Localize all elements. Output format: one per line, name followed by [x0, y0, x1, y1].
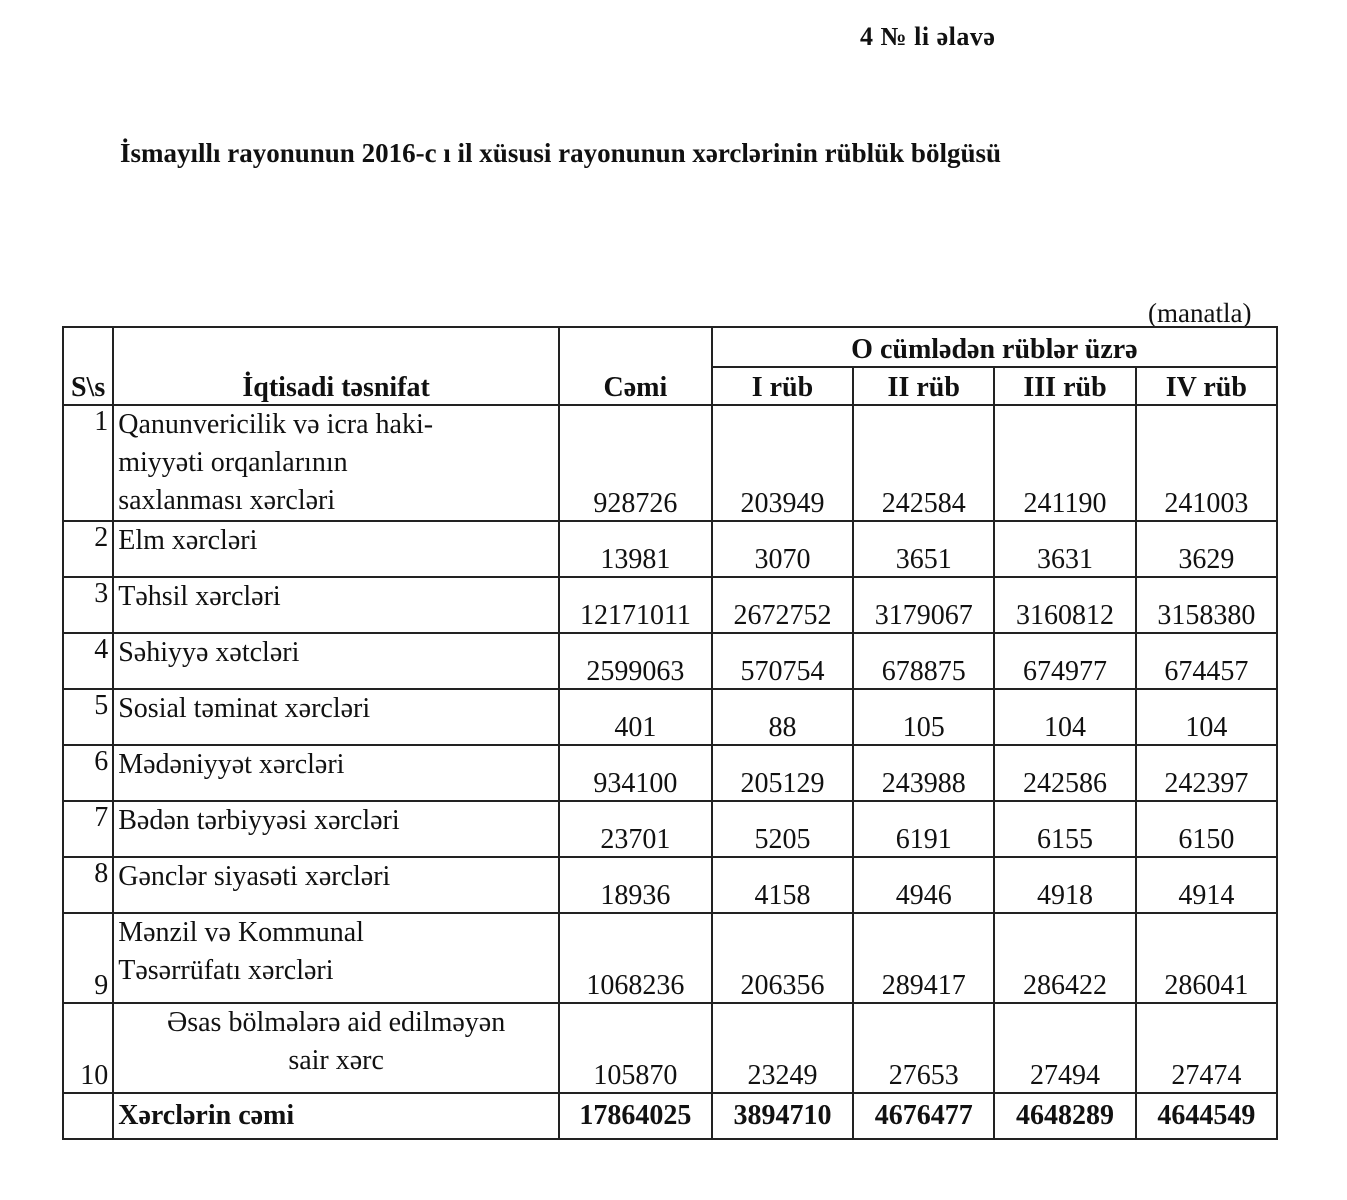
- quarter-4-value: 27474: [1136, 1003, 1277, 1093]
- header-quarter-4: IV rüb: [1136, 367, 1277, 405]
- row-total: 13981: [559, 521, 712, 577]
- quarter-3-value: 6155: [994, 801, 1135, 857]
- header-quarter-group: O cümlədən rüblər üzrə: [712, 327, 1277, 367]
- expense-category-line: Mədəniyyət xərcləri: [118, 749, 345, 780]
- table-row: [63, 745, 1277, 801]
- quarter-2-value: 3651: [853, 521, 994, 577]
- expense-category-line: Gənclər siyasəti xərcləri: [118, 861, 391, 892]
- row-number: 2: [63, 521, 113, 577]
- quarter-4-value: 241003: [1136, 405, 1277, 521]
- quarter-1-value: 203949: [712, 405, 853, 521]
- expense-category-line: miyyəti orqanlarının: [118, 447, 348, 478]
- quarter-3-value: 104: [994, 689, 1135, 745]
- quarter-4-value: 674457: [1136, 633, 1277, 689]
- quarter-1-value: 570754: [712, 633, 853, 689]
- expense-category: [113, 745, 559, 801]
- unit-label: (manatla): [1148, 298, 1252, 328]
- row-number: 10: [63, 1003, 113, 1093]
- table-row: [63, 405, 1277, 521]
- quarter-3-value: 242586: [994, 745, 1135, 801]
- expense-category-line: saxlanması xərcləri: [118, 485, 336, 516]
- annex-label: 4 № li əlavə: [860, 22, 996, 51]
- row-total: 2599063: [559, 633, 712, 689]
- quarter-2-value: 289417: [853, 913, 994, 1003]
- expense-category: [113, 577, 559, 633]
- expense-category: [113, 633, 559, 689]
- quarter-2-value: 27653: [853, 1003, 994, 1093]
- quarter-3-value: 3631: [994, 521, 1135, 577]
- quarter-4-value: 242397: [1136, 745, 1277, 801]
- grand-total: 17864025: [559, 1093, 712, 1139]
- header-quarter-3: III rüb: [994, 367, 1135, 405]
- row-number: 3: [63, 577, 113, 633]
- expense-category-line: Təsərrüfatı xərcləri: [118, 955, 334, 986]
- quarter-4-value: 104: [1136, 689, 1277, 745]
- expense-category-line: sair xərc: [288, 1045, 384, 1076]
- quarter-4-value: 286041: [1136, 913, 1277, 1003]
- table-row: [63, 633, 1277, 689]
- table-row: [63, 801, 1277, 857]
- row-number: 9: [63, 913, 113, 1003]
- expense-category-line: Mənzil və Kommunal: [118, 917, 364, 948]
- quarter-4-value: 6150: [1136, 801, 1277, 857]
- expense-category-line: Təhsil xərcləri: [118, 581, 281, 612]
- quarter-2-value: 4946: [853, 857, 994, 913]
- expense-category-line: Qanunvericilik və icra haki-: [118, 409, 434, 440]
- table-row: [63, 521, 1277, 577]
- document-title: İsmayıllı rayonunun 2016-c ı il xüsusi rayonunun xərclərinin rüblük bölgüsü: [120, 138, 1001, 168]
- expense-category-line: Elm xərcləri: [118, 525, 258, 556]
- expense-category: [113, 689, 559, 745]
- quarter-1-value: 2672752: [712, 577, 853, 633]
- quarter-4-value: 3158380: [1136, 577, 1277, 633]
- quarter-3-value: 27494: [994, 1003, 1135, 1093]
- header-total: Cəmi: [559, 327, 712, 405]
- quarter-2-value: 242584: [853, 405, 994, 521]
- quarter-1-value: 206356: [712, 913, 853, 1003]
- expense-category: [113, 913, 559, 1003]
- quarter-3-value: 674977: [994, 633, 1135, 689]
- quarter-3-value: 286422: [994, 913, 1135, 1003]
- quarter-1-value: 23249: [712, 1003, 853, 1093]
- quarter-2-value: 3179067: [853, 577, 994, 633]
- quarter-1-value: 4158: [712, 857, 853, 913]
- quarter-1-total: 3894710: [712, 1093, 853, 1139]
- row-total: 934100: [559, 745, 712, 801]
- expense-category-line: Bədən tərbiyyəsi xərcləri: [118, 805, 400, 836]
- quarter-2-value: 6191: [853, 801, 994, 857]
- quarter-1-value: 88: [712, 689, 853, 745]
- total-row-label: Xərclərin cəmi: [113, 1093, 559, 1139]
- row-total: 105870: [559, 1003, 712, 1093]
- expense-category: [113, 1003, 559, 1093]
- row-total: 401: [559, 689, 712, 745]
- quarter-4-value: 4914: [1136, 857, 1277, 913]
- quarter-1-value: 3070: [712, 521, 853, 577]
- header-quarter-2: II rüb: [853, 367, 994, 405]
- row-total: 928726: [559, 405, 712, 521]
- expense-category: [113, 521, 559, 577]
- total-row: [63, 1093, 1277, 1139]
- row-total: 1068236: [559, 913, 712, 1003]
- row-number: 5: [63, 689, 113, 745]
- expenditure-table: [62, 326, 1278, 1140]
- quarter-3-total: 4648289: [994, 1093, 1135, 1139]
- expense-category-line: Sosial təminat xərcləri: [118, 693, 371, 724]
- quarter-3-value: 241190: [994, 405, 1135, 521]
- row-number: 7: [63, 801, 113, 857]
- expense-category: [113, 801, 559, 857]
- quarter-1-value: 5205: [712, 801, 853, 857]
- quarter-3-value: 4918: [994, 857, 1135, 913]
- quarter-1-value: 205129: [712, 745, 853, 801]
- table-body: [63, 405, 1277, 1139]
- header-quarter-1: I rüb: [712, 367, 853, 405]
- table-row: [63, 913, 1277, 1003]
- expense-category: [113, 857, 559, 913]
- row-total: 23701: [559, 801, 712, 857]
- expense-category: [113, 405, 559, 521]
- table-row: [63, 577, 1277, 633]
- expense-category-line: Əsas bölmələrə aid edilməyən: [167, 1007, 506, 1038]
- quarter-2-value: 105: [853, 689, 994, 745]
- row-number: 4: [63, 633, 113, 689]
- table-row: [63, 689, 1277, 745]
- quarter-2-value: 243988: [853, 745, 994, 801]
- total-row-number: [63, 1093, 113, 1139]
- row-total: 12171011: [559, 577, 712, 633]
- expense-category-line: Səhiyyə xətcləri: [118, 637, 300, 668]
- quarter-4-value: 3629: [1136, 521, 1277, 577]
- quarter-2-total: 4676477: [853, 1093, 994, 1139]
- table-row: [63, 1003, 1277, 1093]
- quarter-2-value: 678875: [853, 633, 994, 689]
- header-row-number: S\s: [63, 327, 113, 405]
- row-number: 6: [63, 745, 113, 801]
- row-number: 8: [63, 857, 113, 913]
- quarter-4-total: 4644549: [1136, 1093, 1277, 1139]
- table-row: [63, 857, 1277, 913]
- row-number: 1: [63, 405, 113, 521]
- row-total: 18936: [559, 857, 712, 913]
- quarter-3-value: 3160812: [994, 577, 1135, 633]
- header-classification: İqtisadi təsnifat: [113, 327, 559, 405]
